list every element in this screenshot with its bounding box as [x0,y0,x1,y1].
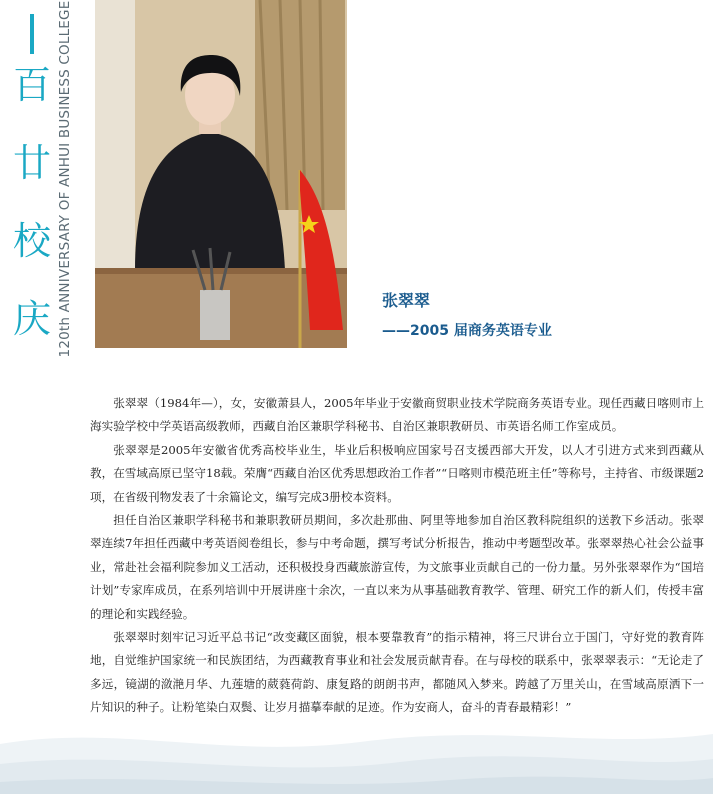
portrait-photo [95,0,347,348]
person-subtitle: ——2005 届商务英语专业 [382,323,552,339]
anniversary-vertical-title [12,14,52,378]
article-body [90,392,704,720]
paragraph-4: 张翠翠时刻牢记习近平总书记“改变藏区面貌，根本要靠教育”的指示精神，将三尺讲台立于国门，守好党的教育阵地，自觉维护国家统一和民族团结，为西藏教育事业和社会发展贡献青春。在与母校的联系中，张翠翠表示：“无论走了多远，镜湖的潋滟月华、九莲塘的葳蕤荷韵、康复路的朗朗书声，都随风入梦来。跨越了万里关山，在雪域高原洒下一片知识的种子。让粉笔染白双鬓、让岁月描摹奉献的足迹。作为安商人，奋斗的青春最精彩！” [90,630,704,715]
title-char-1: 百 [12,63,51,107]
title-char-2: 廿 [12,141,51,185]
title-char-3: 校 [12,219,51,263]
paragraph-1: 张翠翠（1984年—），女，安徽萧县人，2005年毕业于安徽商贸职业技术学院商务英语专业。现任西藏日喀则市上海实验学校中学英语高级教师，西藏自治区兼职学科秘书、自治区兼职教研员、市英语名师工作室成员。 [90,396,704,434]
person-name: 张翠翠 [382,291,431,310]
paragraph-3: 担任自治区兼职学科秘书和兼职教研员期间，多次赴那曲、阿里等地参加自治区教科院组织的送教下乡活动。张翠翠连续7年担任西藏中考英语阅卷组长，参与中考命题，撰写考试分析报告，推动中考题型改革。张翠翠热心社会公益事业，常赴社会福利院参加义工活动，还积极投身西藏旅游宣传，为文旅事业贡献自己的一份力量。另外张翠翠作为“国培计划”专家库成员，在系列培训中开展讲座十余次，一直以来为从事基础教育教学、管理、研究工作的新人们，传授丰富的理论和实践经验。 [90,513,704,621]
title-accent-bar [30,14,34,54]
decorative-waves [0,704,713,794]
paragraph-2: 张翠翠是2005年安徽省优秀高校毕业生，毕业后积极响应国家号召支援西部大开发，以人才引进方式来到西藏从教，在雪域高原已坚守18载。荣膺“西藏自治区优秀思想政治工作者”“日喀则市模范班主任”等称号，主持省、市级课题2项，在省级刊物发表了十余篇论文，编写完成3册校本资料。 [90,442,704,504]
english-caption-text: 120th ANNIVERSARY OF ANHUI BUSINESS COLLEGE [57,0,73,358]
anniversary-english-caption [50,0,80,358]
title-char-4: 庆 [12,297,51,341]
